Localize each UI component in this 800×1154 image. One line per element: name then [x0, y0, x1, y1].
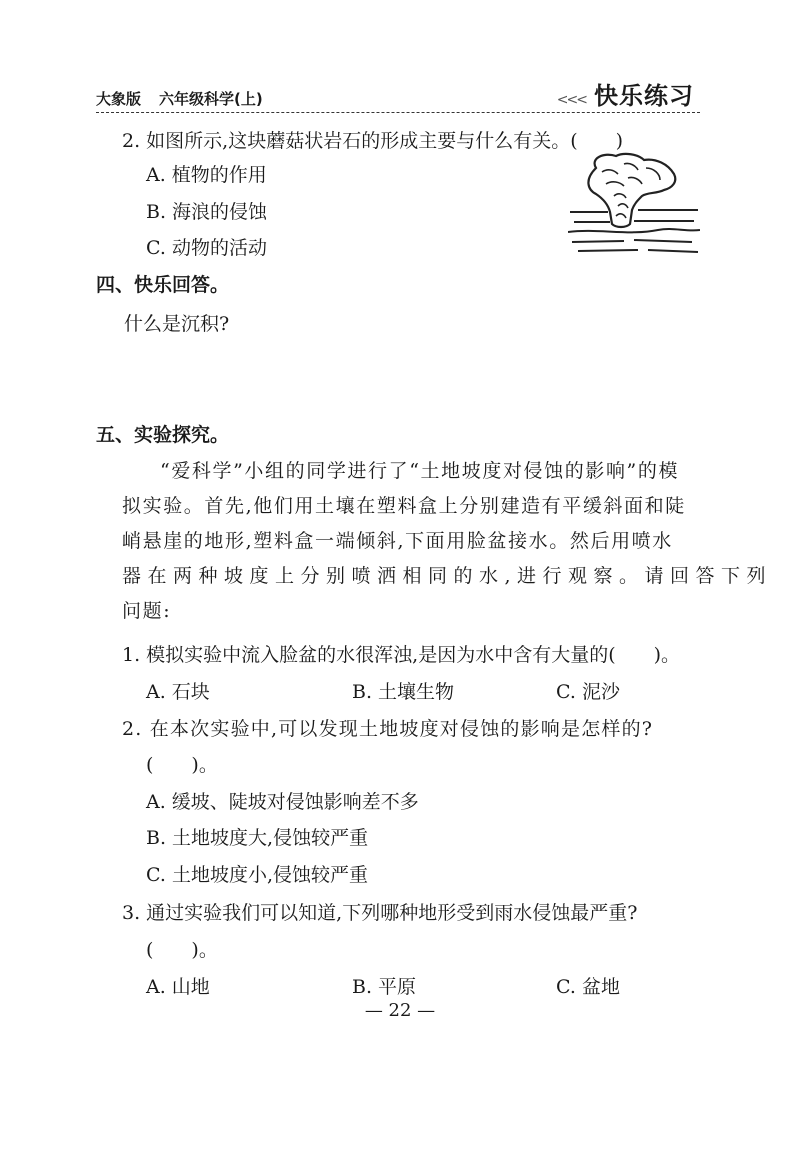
- exp-q3-option-b: B. 平原: [352, 976, 417, 998]
- exp-q3-blank: ( )。: [146, 939, 218, 961]
- paragraph-line-3: 峭悬崖的地形,塑料盒一端倾斜,下面用脸盆接水。然后用喷水: [122, 530, 673, 552]
- book-title: 六年级科学(上): [159, 90, 263, 108]
- exp-q2-stem: 2. 在本次实验中,可以发现土地坡度对侵蚀的影响是怎样的?: [122, 718, 654, 740]
- page-number: — 22 —: [364, 1000, 436, 1021]
- exp-q2-option-b: B. 土地坡度大,侵蚀较严重: [146, 827, 369, 849]
- exp-q2-option-c: C. 土地坡度小,侵蚀较严重: [146, 864, 368, 886]
- exp-q1-stem: 1. 模拟实验中流入脸盆的水很浑浊,是因为水中含有大量的( )。: [122, 644, 681, 666]
- q2-stem: 2. 如图所示,这块蘑菇状岩石的形成主要与什么有关。( ): [122, 130, 624, 152]
- section-4-title: 四、快乐回答。: [96, 274, 230, 296]
- exp-q3-option-a: A. 山地: [146, 976, 210, 998]
- exp-q3-stem: 3. 通过实验我们可以知道,下列哪种地形受到雨水侵蚀最严重?: [122, 902, 638, 924]
- header-arrows: <<<: [556, 92, 586, 108]
- exp-q1-option-a: A. 石块: [146, 681, 210, 703]
- header-divider: [96, 112, 700, 113]
- paragraph-line-1: “爱科学”小组的同学进行了“土地坡度对侵蚀的影响”的模: [160, 460, 680, 482]
- paragraph-line-2: 拟实验。首先,他们用土壤在塑料盒上分别建造有平缓斜面和陡: [122, 495, 686, 517]
- paragraph-line-4: 器在两种坡度上分别喷洒相同的水,进行观察。请回答下列: [122, 565, 773, 587]
- exp-q1-option-c: C. 泥沙: [556, 681, 620, 703]
- paragraph-line-5: 问题:: [122, 600, 172, 622]
- exp-q1-option-b: B. 土壤生物: [352, 681, 455, 703]
- q2-option-b: B. 海浪的侵蚀: [146, 201, 268, 223]
- section-4-question: 什么是沉积?: [124, 313, 230, 335]
- exp-q2-option-a: A. 缓坡、陡坡对侵蚀影响差不多: [146, 791, 419, 813]
- section-5-title: 五、实验探究。: [96, 424, 230, 446]
- header-section-title: 快乐练习: [594, 82, 694, 110]
- q2-option-c: C. 动物的活动: [146, 237, 267, 259]
- exp-q3-option-c: C. 盆地: [556, 976, 620, 998]
- exp-q2-blank: ( )。: [146, 754, 218, 776]
- header-book-info: [96, 88, 263, 109]
- publisher-label: 大象版: [96, 90, 142, 108]
- q2-option-a: A. 植物的作用: [146, 164, 267, 186]
- mushroom-rock-illustration: [568, 150, 700, 260]
